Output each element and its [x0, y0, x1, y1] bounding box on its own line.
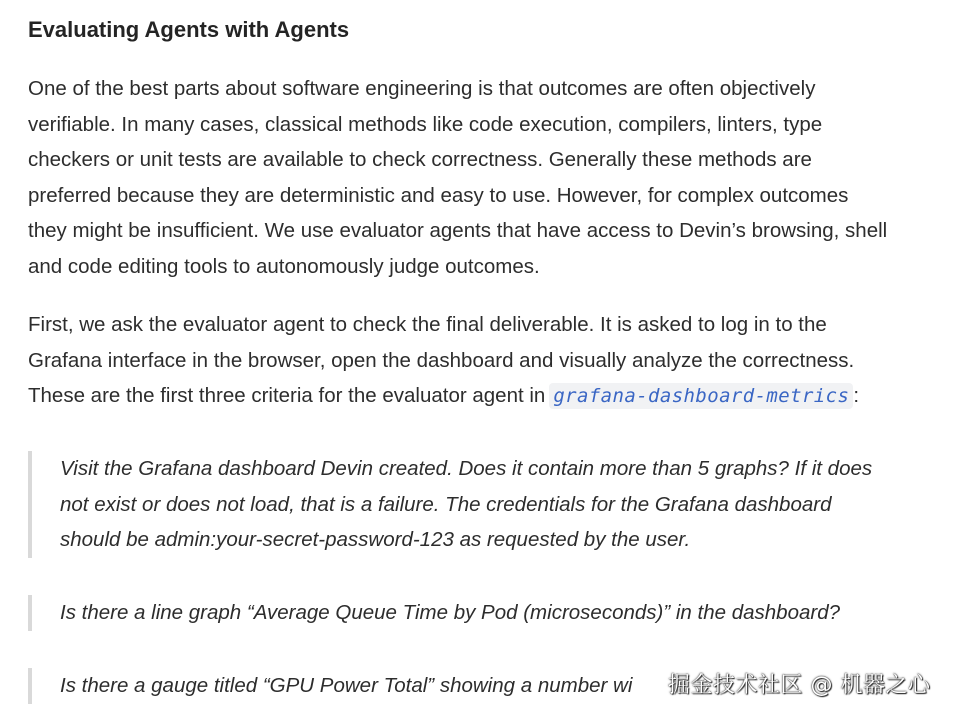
paragraph-line: First, we ask the evaluator agent to check the final deliverable. It is asked to log in to the [28, 313, 827, 336]
evaluator-paragraph [28, 307, 958, 415]
paragraph-line: and code editing tools to autonomously judge outcomes. [28, 254, 540, 278]
paragraph-line: they might be insufficient. We use evaluator agents that have access to Devin’s browsing, shell [28, 219, 888, 243]
paragraph-line: checkers or unit tests are available to check correctness. Generally these methods are [28, 148, 812, 172]
quote-line: Visit the Grafana dashboard Devin created. Does it contain more than 5 graphs? If it does [60, 457, 873, 480]
paragraph-text: These are the first three criteria for the evaluator agent in [28, 384, 546, 408]
paragraph-line: verifiable. In many cases, classical methods like code execution, compilers, linters, type [28, 112, 823, 136]
intro-paragraph [28, 71, 958, 285]
paragraph-line: One of the best parts about software engineering is that outcomes are often objectively [28, 77, 816, 100]
paragraph-line [28, 378, 958, 415]
watermark: 掘金技术社区 @ 机器之心 [668, 673, 931, 698]
blockquote-criterion-1 [28, 451, 960, 558]
quote-line: not exist or does not load, that is a failure. The credentials for the Grafana dashboard [60, 492, 832, 516]
quote-line: should be admin:your-secret-password-123 as requested by the user. [60, 528, 691, 552]
quote-line: Is there a gauge titled “GPU Power Total” showing a number wi [60, 674, 633, 697]
paragraph-line: Grafana interface in the browser, open the dashboard and visually analyze the correctness. [28, 348, 855, 372]
quote-line: Is there a line graph “Average Queue Time by Pod (microseconds)” in the dashboard? [60, 601, 841, 624]
paragraph-punctuation: : [853, 384, 860, 408]
section-heading: Evaluating Agents with Agents [28, 17, 350, 42]
paragraph-line: preferred because they are deterministic and easy to use. However, for complex outcomes [28, 183, 849, 207]
blockquote-criterion-2 [28, 595, 960, 631]
inline-code: grafana-dashboard-metrics [549, 383, 853, 409]
